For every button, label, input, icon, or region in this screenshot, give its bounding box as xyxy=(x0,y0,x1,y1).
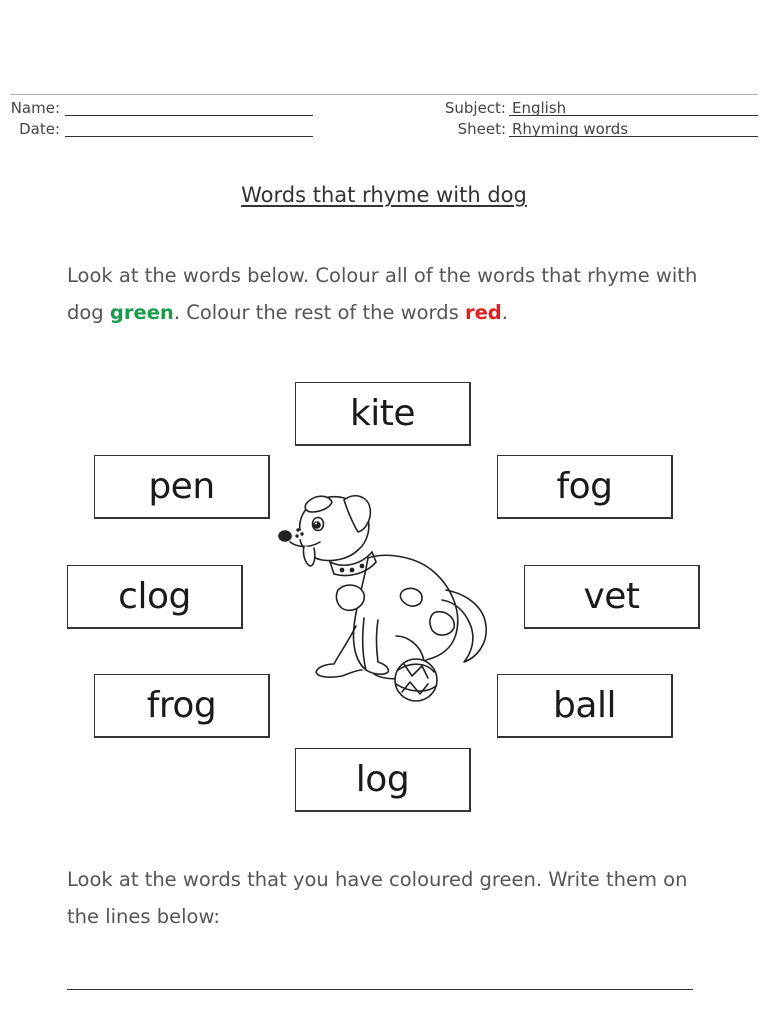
word-card-clog[interactable]: clog xyxy=(67,565,243,629)
instruction-write: Look at the words that you have coloured green. Write them on the lines below: xyxy=(67,868,688,928)
dog-illustration xyxy=(276,486,492,708)
instruction-text: Look at the words below. Colour all of the words that rhyme with dog xyxy=(67,264,698,324)
word-card-fog[interactable]: fog xyxy=(497,455,673,519)
top-rule xyxy=(10,94,758,95)
answer-line[interactable] xyxy=(67,989,693,990)
instruction xyxy=(67,257,707,331)
sheet-value: Rhyming words xyxy=(512,120,629,138)
name-label: Name: xyxy=(10,99,60,117)
instruction-period: . xyxy=(501,301,508,324)
red-keyword: red xyxy=(464,301,502,324)
word-card-vet[interactable]: vet xyxy=(524,565,700,629)
green-keyword: green xyxy=(109,301,174,324)
worksheet-title: Words that rhyme with dog xyxy=(241,183,527,207)
word-card-kite[interactable]: kite xyxy=(295,382,471,446)
word-card-pen[interactable]: pen xyxy=(94,455,270,519)
word-card-ball[interactable]: ball xyxy=(497,674,673,738)
subject-value: English xyxy=(512,99,567,117)
date-field[interactable] xyxy=(65,136,313,137)
word-card-frog[interactable]: frog xyxy=(94,674,270,738)
word-card-log[interactable]: log xyxy=(295,748,471,812)
date-label: Date: xyxy=(19,120,60,138)
sheet-label: Sheet: xyxy=(457,120,506,138)
name-field[interactable] xyxy=(65,115,313,116)
instruction-text-2: . Colour the rest of the words xyxy=(173,301,465,324)
subject-label: Subject: xyxy=(444,99,506,117)
